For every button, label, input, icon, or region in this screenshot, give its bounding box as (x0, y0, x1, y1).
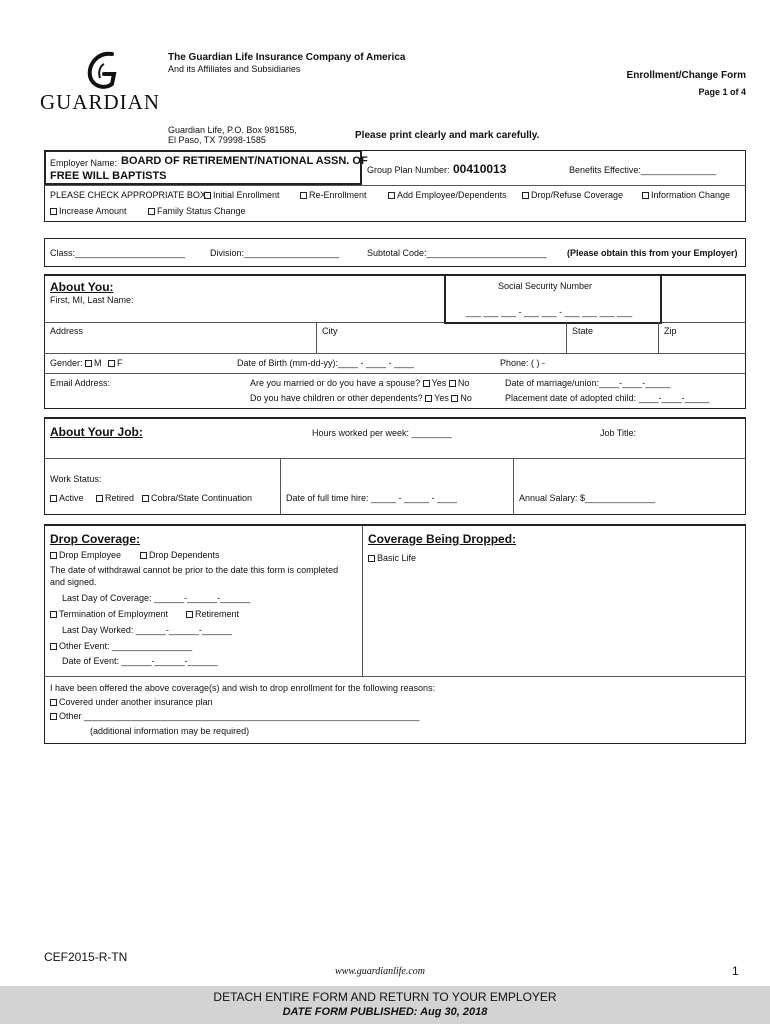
hours-field[interactable]: Hours worked per week: ________ (312, 428, 452, 438)
married-yes: Yes (431, 378, 447, 388)
checkbox-icon (140, 552, 147, 559)
covered-other-label: Covered under another insurance plan (59, 697, 213, 707)
checkbox-icon (108, 360, 115, 367)
group-plan-label: Group Plan Number: (367, 165, 450, 175)
option-initial-enrollment[interactable] (204, 190, 280, 200)
other-reason-option[interactable] (50, 711, 419, 721)
checkbox-icon (96, 495, 103, 502)
retirement-label: Retirement (195, 609, 240, 619)
checkbox-icon (388, 192, 395, 199)
form-code: CEF2015-R-TN (44, 950, 128, 964)
ssn-field[interactable]: ___ ___ ___ - ___ ___ - ___ ___ ___ ___ (466, 307, 633, 317)
basic-life-label: Basic Life (377, 553, 417, 563)
phone-field[interactable]: Phone: ( ) - (500, 358, 546, 368)
married-question (250, 378, 469, 388)
option-label: Initial Enrollment (213, 190, 280, 200)
gender-f[interactable] (108, 358, 123, 368)
checkbox-icon[interactable] (449, 380, 456, 387)
checkbox-icon (204, 192, 211, 199)
checkbox-icon (85, 360, 92, 367)
salary-field[interactable]: Annual Salary: $______________ (519, 493, 656, 503)
name-field[interactable]: First, MI, Last Name: (50, 295, 134, 305)
drop-dependents[interactable] (140, 550, 220, 560)
married-no: No (457, 378, 470, 388)
option-information-change[interactable] (642, 190, 730, 200)
checkbox-icon (50, 643, 57, 650)
website: www.guardianlife.com (335, 966, 425, 977)
status-cobra[interactable] (142, 493, 252, 503)
married-question-text: Are you married or do you have a spouse? (250, 378, 421, 388)
logo-text: GUARDIAN (40, 90, 160, 114)
employer-note: (Please obtain this from your Employer) (567, 248, 738, 258)
reasons-intro: I have been offered the above coverage(s) and wish to drop enrollment for the following reasons: (50, 683, 436, 693)
job-title-field[interactable]: Job Title: (600, 428, 637, 438)
last-day-coverage-field[interactable]: Last Day of Coverage: ______-______-______ (62, 593, 251, 603)
benefits-effective-field[interactable]: Benefits Effective:_______________ (569, 165, 716, 175)
work-status-label: Work Status: (50, 474, 102, 484)
zip-field[interactable]: Zip (664, 326, 677, 336)
drop-dependents-label: Drop Dependents (149, 550, 220, 560)
class-field[interactable]: Class:______________________ (50, 248, 186, 258)
coverage-dropped-title: Coverage Being Dropped: (368, 532, 517, 546)
checkbox-icon (186, 611, 193, 618)
drop-coverage-title: Drop Coverage: (50, 532, 141, 546)
option-add-employee[interactable] (388, 190, 507, 200)
option-label: Add Employee/Dependents (397, 190, 507, 200)
checkbox-icon (50, 611, 57, 618)
address-field[interactable]: Address (50, 326, 84, 336)
guardian-logo-mark-icon (84, 50, 124, 94)
option-label: Drop/Refuse Coverage (531, 190, 624, 200)
checkbox-icon (142, 495, 149, 502)
other-event-label: Other Event: ________________ (59, 641, 193, 651)
status-retired-label: Retired (105, 493, 135, 503)
dob-field[interactable]: Date of Birth (mm-dd-yy):____ - ____ - ____ (237, 358, 415, 368)
checkbox-icon (50, 713, 57, 720)
option-drop-refuse[interactable] (522, 190, 623, 200)
about-job-title: About Your Job: (50, 425, 143, 439)
status-retired[interactable] (96, 493, 134, 503)
status-active[interactable] (50, 493, 84, 503)
gender-label: Gender: (50, 358, 83, 368)
date-of-event-field[interactable]: Date of Event: ______-______-______ (62, 656, 218, 666)
withdrawal-note-1: The date of withdrawal cannot be prior to the date this form is completed (50, 565, 339, 575)
other-event-option[interactable] (50, 641, 192, 651)
placement-date-field[interactable]: Placement date of adopted child: ____-____-_____ (505, 393, 710, 403)
checkbox-icon[interactable] (451, 395, 458, 402)
employer-name-line-2[interactable]: FREE WILL BAPTISTS (50, 170, 167, 182)
checkbox-icon (50, 495, 57, 502)
date-published: DATE FORM PUBLISHED: Aug 30, 2018 (282, 1006, 488, 1018)
page-indicator: Page 1 of 4 (698, 87, 746, 97)
withdrawal-note-2: and signed. (50, 577, 97, 587)
gender-f-label: F (117, 358, 123, 368)
basic-life-option[interactable] (368, 553, 416, 563)
employer-name-label: Employer Name: (50, 158, 118, 168)
drop-employee-label: Drop Employee (59, 550, 122, 560)
additional-info-note: (additional information may be required) (90, 726, 250, 736)
option-re-enrollment[interactable] (300, 190, 367, 200)
page-number: 1 (732, 964, 739, 978)
children-question (250, 393, 472, 403)
affiliates: And its Affiliates and Subsidiaries (168, 64, 301, 74)
option-label: Re-Enrollment (309, 190, 367, 200)
covered-other-option[interactable] (50, 697, 213, 707)
checkbox-icon[interactable] (425, 395, 432, 402)
status-active-label: Active (59, 493, 84, 503)
checkbox-icon (50, 208, 57, 215)
print-notice: Please print clearly and mark carefully. (355, 130, 540, 141)
state-field[interactable]: State (572, 326, 594, 336)
subtotal-code-field[interactable]: Subtotal Code:________________________ (367, 248, 547, 258)
company-name: The Guardian Life Insurance Company of America (168, 52, 406, 63)
gender-m[interactable] (85, 358, 102, 368)
retirement-option[interactable] (186, 609, 239, 619)
address-line-1: Guardian Life, P.O. Box 981585, (168, 125, 297, 135)
children-yes: Yes (434, 393, 449, 403)
checkbox-icon (148, 208, 155, 215)
termination-label: Termination of Employment (59, 609, 169, 619)
checkbox-icon (368, 555, 375, 562)
checkbox-icon (522, 192, 529, 199)
children-question-text: Do you have children or other dependents? (250, 393, 423, 403)
option-label: Increase Amount (59, 206, 127, 216)
about-you-title: About You: (50, 280, 114, 294)
termination-option[interactable] (50, 609, 168, 619)
option-family-status[interactable] (148, 206, 246, 216)
division-field[interactable]: Division:___________________ (210, 248, 340, 258)
gender-m-label: M (94, 358, 102, 368)
checkbox-icon (50, 552, 57, 559)
address-line-2: El Paso, TX 79998-1585 (168, 135, 266, 145)
children-no: No (460, 393, 472, 403)
checkbox-icon (300, 192, 307, 199)
checkbox-icon (642, 192, 649, 199)
drop-employee[interactable] (50, 550, 121, 560)
email-field[interactable]: Email Address: (50, 378, 111, 388)
other-reason-label: Other ___________________________________________________________________ (59, 711, 420, 721)
last-day-worked-field[interactable]: Last Day Worked: ______-______-______ (62, 625, 232, 635)
option-label: Family Status Change (157, 206, 246, 216)
checkbox-icon (50, 699, 57, 706)
checkbox-icon[interactable] (423, 380, 430, 387)
city-field[interactable]: City (322, 326, 338, 336)
hire-date-field[interactable]: Date of full time hire: _____ - _____ - ____ (286, 493, 458, 503)
form-title: Enrollment/Change Form (626, 70, 746, 81)
check-appropriate-label: PLEASE CHECK APPROPRIATE BOX (50, 190, 206, 200)
detach-instruction: DETACH ENTIRE FORM AND RETURN TO YOUR EMPLOYER (213, 990, 557, 1004)
guardian-logo (40, 50, 170, 116)
ssn-label: Social Security Number (498, 281, 593, 291)
status-cobra-label: Cobra/State Continuation (151, 493, 253, 503)
marriage-date-field[interactable]: Date of marriage/union:____-____-_____ (505, 378, 671, 388)
group-plan-number[interactable]: 00410013 (453, 162, 507, 176)
option-label: Information Change (651, 190, 731, 200)
employer-name-line-1[interactable]: BOARD OF RETIREMENT/NATIONAL ASSN. OF (121, 155, 368, 167)
option-increase-amount[interactable] (50, 206, 127, 216)
